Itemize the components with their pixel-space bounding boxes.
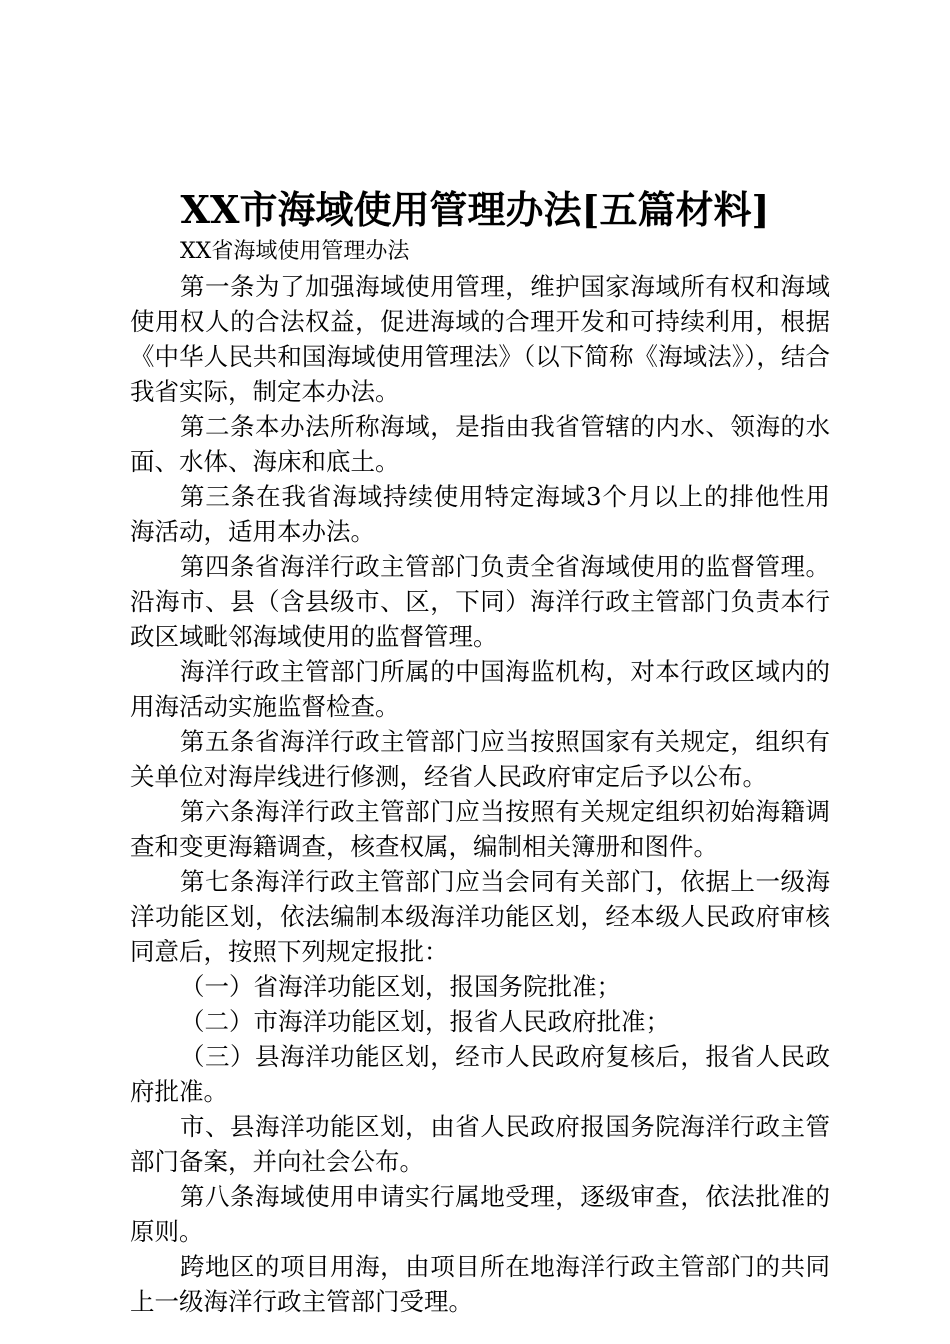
article-3-paragraph: 第三条在我省海域持续使用特定海域3个月以上的排他性用海活动，适用本办法。 (130, 482, 830, 546)
article-8-paragraph: 第八条海域使用申请实行属地受理，逐级审查，依法批准的原则。 (130, 1182, 830, 1246)
article-5-paragraph: 第五条省海洋行政主管部门应当按照国家有关规定，组织有关单位对海岸线进行修测，经省人民政府审定后予以公布。 (130, 727, 830, 791)
article-7-item-1: （一）省海洋功能区划，报国务院批准； (180, 972, 621, 1001)
article-1-paragraph: 第一条为了加强海域使用管理，维护国家海域所有权和海域使用权人的合法权益，促进海域的合理开发和可持续利用，根据《中华人民共和国海域使用管理法》（以下简称《海域法》），结合我省实际，制定本办法。 (130, 272, 830, 406)
article-4-supplement-paragraph: 海洋行政主管部门所属的中国海监机构，对本行政区域内的用海活动实施监督检查。 (130, 657, 830, 721)
article-4-paragraph: 第四条省海洋行政主管部门负责全省海域使用的监督管理。沿海市、县（含县级市、区，下同）海洋行政主管部门负责本行政区域毗邻海域使用的监督管理。 (130, 552, 830, 651)
article-7-supplement-paragraph: 市、县海洋功能区划，由省人民政府报国务院海洋行政主管部门备案，并向社会公布。 (130, 1112, 830, 1176)
article-6-paragraph: 第六条海洋行政主管部门应当按照有关规定组织初始海籍调查和变更海籍调查，核查权属，编制相关簿册和图件。 (130, 797, 830, 861)
article-7-paragraph: 第七条海洋行政主管部门应当会同有关部门，依据上一级海洋功能区划，依法编制本级海洋功能区划，经本级人民政府审核同意后，按照下列规定报批： (130, 867, 830, 966)
article-2-paragraph: 第二条本办法所称海域，是指由我省管辖的内水、领海的水面、水体、海床和底土。 (130, 412, 830, 476)
document-title: XX市海域使用管理办法[五篇材料] (180, 187, 770, 232)
article-7-item-3: （三）县海洋功能区划，经市人民政府复核后，报省人民政府批准。 (130, 1042, 830, 1106)
article-8-supplement-paragraph: 跨地区的项目用海，由项目所在地海洋行政主管部门的共同上一级海洋行政主管部门受理。 (130, 1252, 830, 1316)
document-body (130, 234, 830, 1319)
article-7-item-2: （二）市海洋功能区划，报省人民政府批准； (180, 1007, 670, 1036)
document-subtitle: XX省海域使用管理办法 (180, 239, 410, 264)
